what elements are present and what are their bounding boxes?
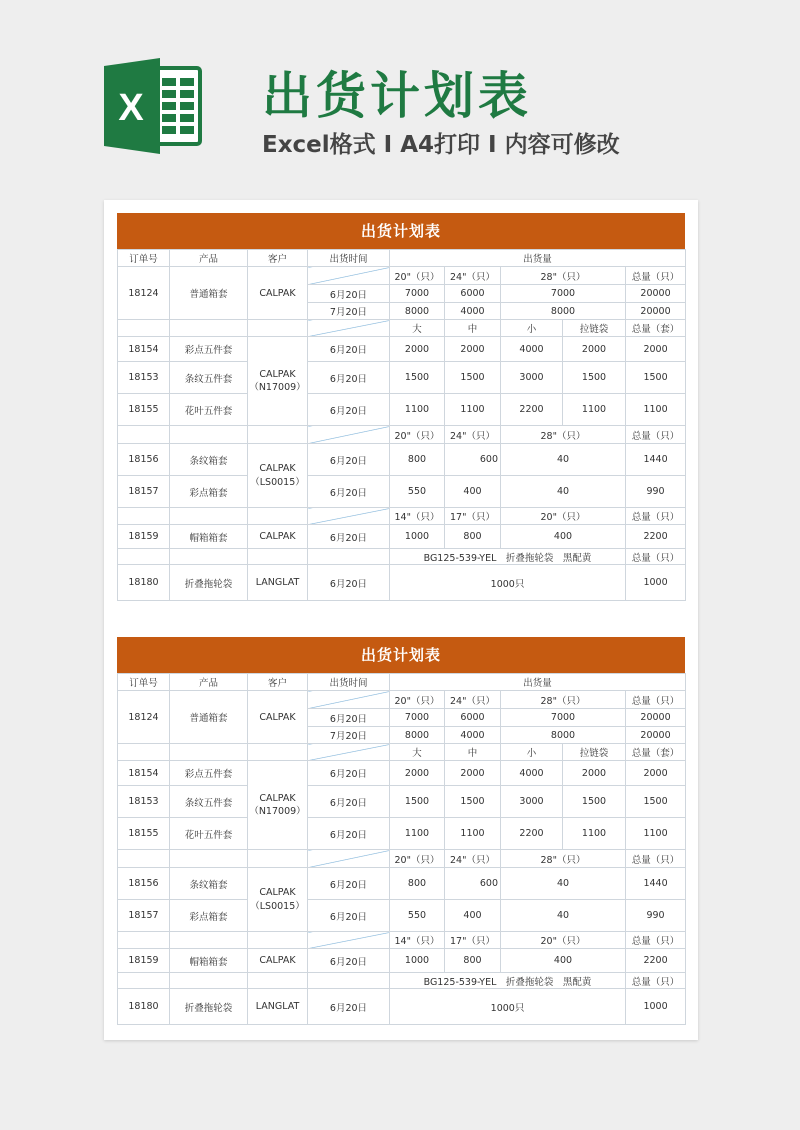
header-order: 订单号 <box>118 674 170 691</box>
order-no: 18157 <box>118 476 170 508</box>
qty-cell: 1500 <box>445 786 501 818</box>
customer-name: CALPAK <box>248 691 308 744</box>
total-cell: 2000 <box>626 761 686 786</box>
total-cell: 1000 <box>626 565 686 601</box>
logo-letter: X <box>118 87 144 129</box>
shipment-plan-1 <box>117 213 685 601</box>
qty-cell: 2000 <box>445 337 501 362</box>
ship-date: 7月20日 <box>308 727 390 744</box>
qty-cell: 1500 <box>390 362 445 394</box>
excel-logo-icon <box>104 58 204 154</box>
header-customer: 客户 <box>248 674 308 691</box>
order-no: 18153 <box>118 786 170 818</box>
size-label: 24"（只） <box>445 267 501 285</box>
page-subtitle: Excel格式 I A4打印 I 内容可修改 <box>262 132 620 158</box>
size-label: 中 <box>445 320 501 337</box>
customer-name: CALPAK（N17009） <box>248 337 308 426</box>
qty-cell: 2000 <box>563 761 626 786</box>
size-label: 24"（只） <box>445 691 501 709</box>
total-cell: 1440 <box>626 868 686 900</box>
size-label: 20"（只） <box>501 508 626 525</box>
spec-row <box>118 973 686 989</box>
qty-cell: 8000 <box>390 303 445 320</box>
qty-cell: 1500 <box>390 786 445 818</box>
diagonal-cell <box>308 320 390 337</box>
ship-date: 6月20日 <box>308 394 390 426</box>
size-label: 小 <box>501 320 563 337</box>
qty-cell: 2200 <box>501 394 563 426</box>
qty-cell: 600 <box>445 444 501 476</box>
table-row <box>118 476 686 508</box>
diagonal-cell <box>308 691 390 709</box>
size-label: 拉链袋 <box>563 320 626 337</box>
size-label: 大 <box>390 320 445 337</box>
ship-date: 6月20日 <box>308 285 390 303</box>
qty-cell: 550 <box>390 476 445 508</box>
ship-date: 6月20日 <box>308 444 390 476</box>
qty-cell: 1100 <box>563 394 626 426</box>
diagonal-cell <box>308 267 390 285</box>
product-name: 条纹五件套 <box>170 362 248 394</box>
product-name: 花叶五件套 <box>170 394 248 426</box>
total-cell: 20000 <box>626 709 686 727</box>
size-label: 28"（只） <box>501 267 626 285</box>
qty-cell: 8000 <box>501 303 626 320</box>
ship-date: 6月20日 <box>308 761 390 786</box>
total-label: 总量（只） <box>626 932 686 949</box>
qty-cell: 1000只 <box>390 989 626 1025</box>
qty-cell: 40 <box>501 476 626 508</box>
customer-name: LANGLAT <box>248 989 308 1025</box>
order-no: 18180 <box>118 565 170 601</box>
qty-cell: 550 <box>390 900 445 932</box>
shipment-table <box>117 673 686 1025</box>
order-no: 18154 <box>118 337 170 362</box>
total-label: 总量（只） <box>626 267 686 285</box>
qty-cell: 7000 <box>501 709 626 727</box>
diagonal-cell <box>308 508 390 525</box>
order-no: 18180 <box>118 989 170 1025</box>
qty-cell: 7000 <box>501 285 626 303</box>
qty-cell: 2000 <box>390 761 445 786</box>
qty-cell: 800 <box>445 525 501 549</box>
order-no: 18153 <box>118 362 170 394</box>
size-row <box>118 267 686 285</box>
ship-date: 6月20日 <box>308 818 390 850</box>
header-customer: 客户 <box>248 250 308 267</box>
total-label: 总量（只） <box>626 691 686 709</box>
size-row <box>118 508 686 525</box>
table-row <box>118 818 686 850</box>
diagonal-cell <box>308 850 390 868</box>
qty-cell: 1000 <box>390 949 445 973</box>
product-name: 彩点五件套 <box>170 337 248 362</box>
order-no: 18156 <box>118 868 170 900</box>
table-row <box>118 362 686 394</box>
qty-cell: 400 <box>501 949 626 973</box>
spec-label: BG125-539-YEL 折叠拖轮袋 黑配黄 <box>390 549 626 565</box>
header-product: 产品 <box>170 674 248 691</box>
table-row <box>118 786 686 818</box>
qty-cell: 400 <box>501 525 626 549</box>
size-label: 小 <box>501 744 563 761</box>
header-ship-time: 出货时间 <box>308 250 390 267</box>
qty-cell: 600 <box>445 868 501 900</box>
qty-cell: 7000 <box>390 285 445 303</box>
spec-row <box>118 549 686 565</box>
product-name: 条纹五件套 <box>170 786 248 818</box>
qty-cell: 800 <box>390 444 445 476</box>
total-label: 总量（套） <box>626 320 686 337</box>
total-cell: 1500 <box>626 362 686 394</box>
qty-cell: 4000 <box>445 303 501 320</box>
qty-cell: 1100 <box>563 818 626 850</box>
qty-cell: 1100 <box>390 394 445 426</box>
customer-name: CALPAK（N17009） <box>248 761 308 850</box>
total-label: 总量（套） <box>626 744 686 761</box>
qty-cell: 40 <box>501 900 626 932</box>
size-label: 拉链袋 <box>563 744 626 761</box>
document-sheet <box>104 200 698 1040</box>
customer-name: LANGLAT <box>248 565 308 601</box>
qty-cell: 4000 <box>501 337 563 362</box>
table-row <box>118 868 686 900</box>
size-label: 20"（只） <box>390 850 445 868</box>
total-cell: 990 <box>626 476 686 508</box>
product-name: 花叶五件套 <box>170 818 248 850</box>
qty-cell: 6000 <box>445 709 501 727</box>
total-label: 总量（只） <box>626 973 686 989</box>
qty-cell: 2200 <box>501 818 563 850</box>
product-name: 条纹箱套 <box>170 868 248 900</box>
product-name: 帽箱箱套 <box>170 949 248 973</box>
spec-label: BG125-539-YEL 折叠拖轮袋 黑配黄 <box>390 973 626 989</box>
ship-date: 6月20日 <box>308 337 390 362</box>
total-label: 总量（只） <box>626 549 686 565</box>
qty-cell: 6000 <box>445 285 501 303</box>
qty-cell: 1500 <box>445 362 501 394</box>
product-name: 彩点五件套 <box>170 761 248 786</box>
plan-title-bar: 出货计划表 <box>117 637 685 673</box>
qty-cell: 1100 <box>445 394 501 426</box>
size-row <box>118 850 686 868</box>
ship-date: 6月20日 <box>308 709 390 727</box>
total-cell: 1100 <box>626 394 686 426</box>
order-no: 18154 <box>118 761 170 786</box>
ship-date: 6月20日 <box>308 868 390 900</box>
size-row <box>118 691 686 709</box>
size-label: 17"（只） <box>445 932 501 949</box>
header-row <box>118 674 686 691</box>
size-label: 28"（只） <box>501 426 626 444</box>
order-no: 18124 <box>118 691 170 744</box>
shipment-plan-2 <box>117 637 685 1025</box>
total-cell: 1100 <box>626 818 686 850</box>
header-ship-qty: 出货量 <box>390 674 686 691</box>
qty-cell: 8000 <box>390 727 445 744</box>
size-label: 14"（只） <box>390 932 445 949</box>
qty-cell: 7000 <box>390 709 445 727</box>
qty-cell: 3000 <box>501 362 563 394</box>
ship-date: 6月20日 <box>308 786 390 818</box>
total-cell: 1500 <box>626 786 686 818</box>
table-row <box>118 989 686 1025</box>
product-name: 彩点箱套 <box>170 900 248 932</box>
qty-cell: 1100 <box>445 818 501 850</box>
table-row <box>118 394 686 426</box>
qty-cell: 2000 <box>563 337 626 362</box>
qty-cell: 8000 <box>501 727 626 744</box>
customer-name: CALPAK <box>248 949 308 973</box>
table-row <box>118 565 686 601</box>
ship-date: 6月20日 <box>308 949 390 973</box>
customer-name: CALPAK <box>248 267 308 320</box>
total-label: 总量（只） <box>626 508 686 525</box>
qty-cell: 800 <box>390 868 445 900</box>
qty-cell: 400 <box>445 900 501 932</box>
size-label: 20"（只） <box>390 426 445 444</box>
ship-date: 6月20日 <box>308 989 390 1025</box>
order-no: 18155 <box>118 818 170 850</box>
order-no: 18156 <box>118 444 170 476</box>
total-cell: 1000 <box>626 989 686 1025</box>
plan-title-bar: 出货计划表 <box>117 213 685 249</box>
qty-cell: 1500 <box>563 786 626 818</box>
diagonal-cell <box>308 744 390 761</box>
size-label: 24"（只） <box>445 426 501 444</box>
order-no: 18159 <box>118 525 170 549</box>
qty-cell: 4000 <box>445 727 501 744</box>
qty-cell: 1000 <box>390 525 445 549</box>
qty-cell: 3000 <box>501 786 563 818</box>
qty-cell: 800 <box>445 949 501 973</box>
size-row <box>118 744 686 761</box>
total-cell: 20000 <box>626 285 686 303</box>
total-label: 总量（只） <box>626 850 686 868</box>
product-name: 折叠拖轮袋 <box>170 565 248 601</box>
qty-cell: 2000 <box>390 337 445 362</box>
qty-cell: 40 <box>501 444 626 476</box>
header-ship-time: 出货时间 <box>308 674 390 691</box>
total-cell: 2200 <box>626 525 686 549</box>
header-product: 产品 <box>170 250 248 267</box>
size-label: 中 <box>445 744 501 761</box>
product-name: 彩点箱套 <box>170 476 248 508</box>
size-label: 17"（只） <box>445 508 501 525</box>
size-label: 大 <box>390 744 445 761</box>
ship-date: 6月20日 <box>308 476 390 508</box>
order-no: 18124 <box>118 267 170 320</box>
order-no: 18159 <box>118 949 170 973</box>
table-row <box>118 525 686 549</box>
header-order: 订单号 <box>118 250 170 267</box>
product-name: 普通箱套 <box>170 267 248 320</box>
qty-cell: 1100 <box>390 818 445 850</box>
qty-cell: 1000只 <box>390 565 626 601</box>
product-name: 帽箱箱套 <box>170 525 248 549</box>
table-row <box>118 337 686 362</box>
size-row <box>118 320 686 337</box>
size-label: 14"（只） <box>390 508 445 525</box>
customer-name: CALPAK（LS0015） <box>248 868 308 932</box>
size-row <box>118 932 686 949</box>
qty-cell: 4000 <box>501 761 563 786</box>
page-title: 出货计划表 <box>262 67 532 125</box>
size-label: 24"（只） <box>445 850 501 868</box>
size-row <box>118 426 686 444</box>
ship-date: 6月20日 <box>308 900 390 932</box>
total-cell: 2200 <box>626 949 686 973</box>
table-row <box>118 761 686 786</box>
ship-date: 6月20日 <box>308 565 390 601</box>
qty-cell: 400 <box>445 476 501 508</box>
size-label: 28"（只） <box>501 850 626 868</box>
qty-cell: 40 <box>501 868 626 900</box>
order-no: 18157 <box>118 900 170 932</box>
diagonal-cell <box>308 426 390 444</box>
product-name: 折叠拖轮袋 <box>170 989 248 1025</box>
total-cell: 20000 <box>626 303 686 320</box>
ship-date: 6月20日 <box>308 362 390 394</box>
ship-date: 7月20日 <box>308 303 390 320</box>
size-label: 20"（只） <box>390 691 445 709</box>
table-row <box>118 444 686 476</box>
table-row <box>118 949 686 973</box>
total-cell: 20000 <box>626 727 686 744</box>
qty-cell: 1500 <box>563 362 626 394</box>
total-cell: 990 <box>626 900 686 932</box>
total-cell: 2000 <box>626 337 686 362</box>
product-name: 普通箱套 <box>170 691 248 744</box>
total-cell: 1440 <box>626 444 686 476</box>
table-row <box>118 900 686 932</box>
customer-name: CALPAK（LS0015） <box>248 444 308 508</box>
header-row <box>118 250 686 267</box>
qty-cell: 2000 <box>445 761 501 786</box>
size-label: 20"（只） <box>501 932 626 949</box>
product-name: 条纹箱套 <box>170 444 248 476</box>
ship-date: 6月20日 <box>308 525 390 549</box>
customer-name: CALPAK <box>248 525 308 549</box>
shipment-table <box>117 249 686 601</box>
total-label: 总量（只） <box>626 426 686 444</box>
size-label: 20"（只） <box>390 267 445 285</box>
order-no: 18155 <box>118 394 170 426</box>
size-label: 28"（只） <box>501 691 626 709</box>
diagonal-cell <box>308 932 390 949</box>
header-ship-qty: 出货量 <box>390 250 686 267</box>
